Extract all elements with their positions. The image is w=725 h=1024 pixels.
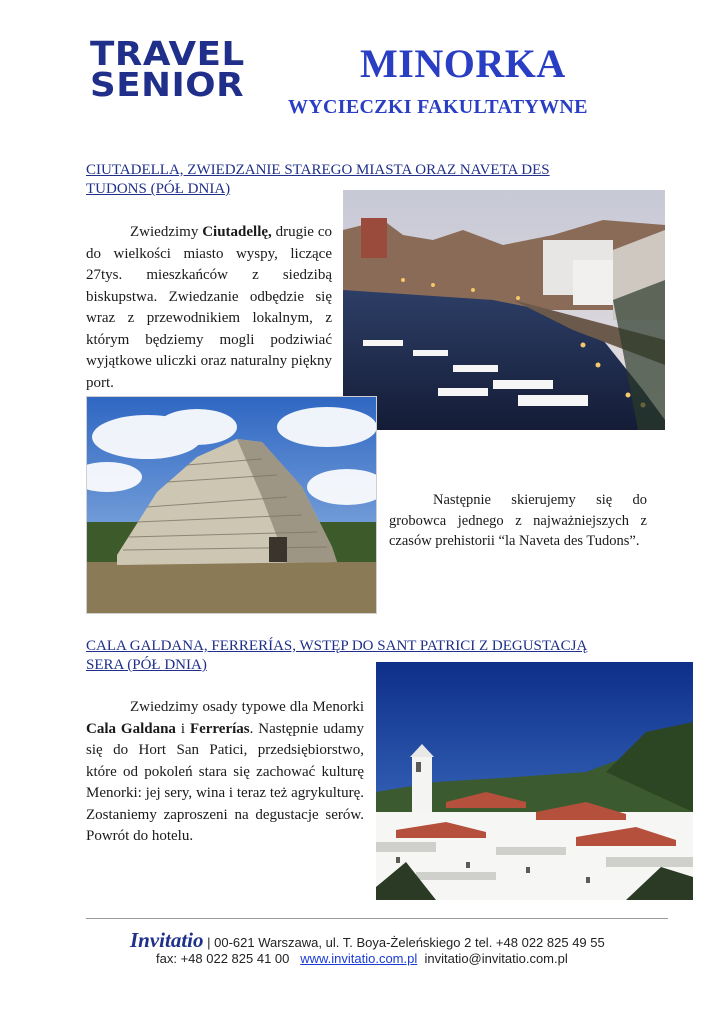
travel-senior-logo (90, 34, 245, 104)
page-title: MINORKA (360, 41, 566, 86)
p3-bold-1: Cala Galdana (86, 720, 176, 737)
footer-divider (86, 918, 668, 919)
logo-line-2: SENIOR (90, 65, 245, 104)
footer-address-line (130, 928, 605, 953)
p1-rest: drugie co do wielkości miasto wyspy, liczące 27tys. mieszkańców z siedzibą biskupstwa. Zwiedzanie odbędzie się wraz z przewodnikiem lokalnym, z którym będziemy mogli podziwiać wyjątkowe uliczki oraz naturalny piękny port. (86, 224, 332, 391)
ferrerias-town-photo (376, 662, 693, 900)
section-2-heading-line-2: SERA (PÓŁ DNIA) (86, 657, 207, 673)
p3-rest: . Następnie udamy się do Hort San Patici, przedsiębiorstwo, które od pokoleń stara się zachować kulturę Menorki: jej sery, wina i teraz też agrykulturę. Zostaniemy zaproszeni na degustacje serów. Powrót do hotelu. (86, 720, 364, 844)
p3-start: Zwiedzimy osady typowe dla Menorki (130, 699, 364, 715)
invitatio-brand: Invitatio (130, 928, 204, 952)
ciutadella-harbour-photo (343, 190, 665, 430)
p3-bold-2: Ferrerías (189, 720, 250, 737)
footer-address: | 00-621 Warszawa, ul. T. Boya-Żeleńskiego 2 tel. +48 022 825 49 55 (203, 935, 605, 950)
page-subtitle: WYCIECZKI FAKULTATYWNE (288, 96, 588, 118)
section-1-heading-line-2: TUDONS (PÓŁ DNIA) (86, 181, 231, 197)
section-2-heading-line-1: CALA GALDANA, FERRERÍAS, WSTĘP DO SANT PATRICI Z DEGUSTACJĄ (86, 638, 588, 654)
section-1-heading-line-1: CIUTADELLA, ZWIEDZANIE STAREGO MIASTA ORAZ NAVETA DES (86, 162, 550, 178)
section-1-paragraph-2: Następnie skierujemy się do grobowca jednego z najważniejszych z czasów prehistorii “la Naveta des Tudons”. (389, 492, 647, 549)
naveta-des-tudons-photo (86, 396, 377, 614)
p3-mid: i (175, 720, 190, 737)
footer-contact-line (156, 951, 568, 966)
footer-fax: fax: +48 022 825 41 00 (156, 951, 301, 966)
footer-email: invitatio@invitatio.com.pl (417, 951, 568, 966)
website-link[interactable]: www.invitatio.com.pl (300, 951, 418, 966)
section-1-paragraph (86, 222, 332, 394)
p1-bold: Ciutadellę, (202, 224, 272, 240)
logo-line-1: TRAVEL (90, 34, 245, 73)
p1-start: Zwiedzimy (130, 224, 203, 240)
section-2-paragraph (86, 697, 364, 848)
